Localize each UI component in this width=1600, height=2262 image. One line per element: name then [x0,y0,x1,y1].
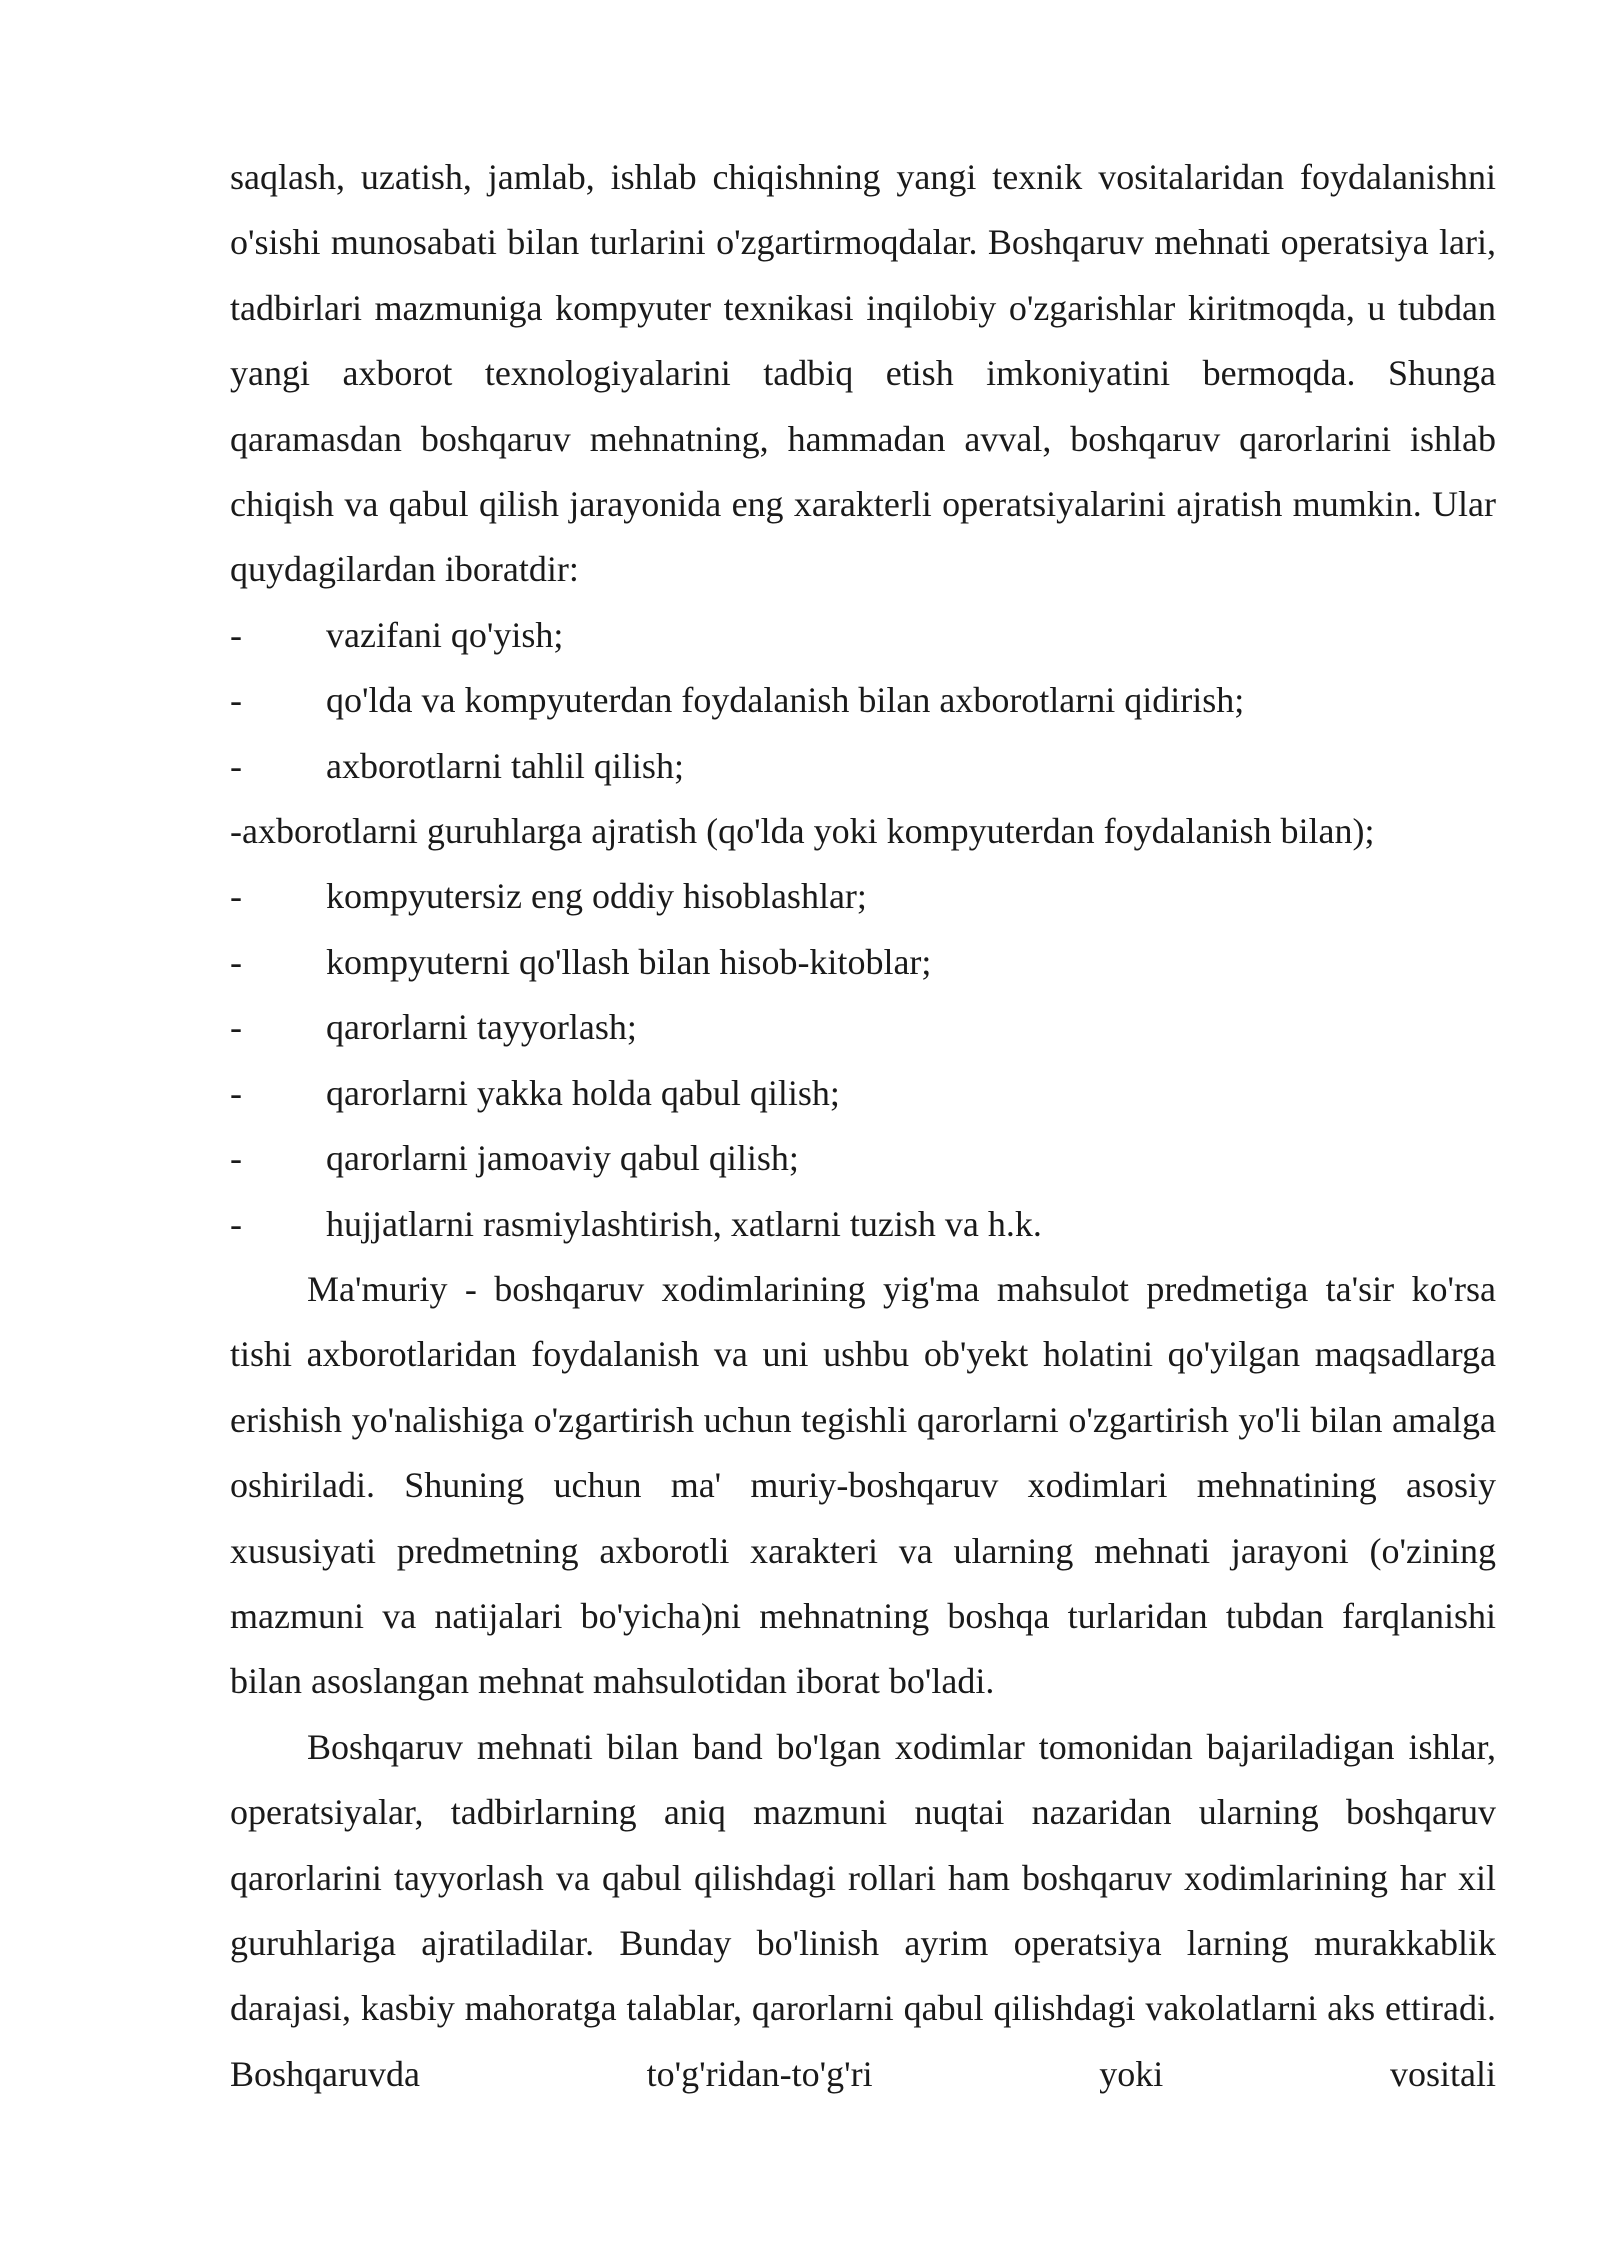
list-dash: - [230,1072,242,1113]
list-item [230,1126,1496,1191]
paragraph-1: saqlash, uzatish, jamlab, ishlab chiqishning yangi texnik vositalaridan foydalanishni o'sishi munosabati bilan turlarini o'zgartirmoqdalar. Boshqaruv mehnati operatsiya lari, tadbirlari mazmuniga kompyuter texnikasi inqilobiy o'zgarishlar kiritmoqda, u tubdan yangi axborot texnologiyalarini tadbiq etish imkoniyatini bermoqda. Shunga qaramasdan boshqaruv mehnatning, hammadan avval, boshqaruv qarorlarini ishlab chiqish va qabul qilish jarayonida eng xarakterli operatsiyalarini ajratish mumkin. Ular quydagilardan iboratdir: [230,157,1496,590]
list-dash: - [230,614,242,655]
list-dash: - [230,1007,242,1048]
list-item [230,995,1496,1060]
list-item-text: qo'lda va kompyuterdan foydalanish bilan axborotlarni qidirish; [326,680,1245,721]
list-dash: - [230,745,242,786]
paragraph-2: Ma'muriy - boshqaruv xodimlarining yig'ma mahsulot predmetiga ta'sir ko'rsa tishi axborotlaridan foydalanish va uni ushbu ob'yekt holatini qo'yilgan maqsadlarga erishish yo'nalishiga o'zgartirish uchun tegishli qarorlarni o'zgartirish yo'li bilan amalga oshiriladi. Shuning uchun ma' muriy-boshqaruv xodimlari mehnatining asosiy xususiyati predmetning axborotli xarakteri va ularning mehnati jarayoni (o'zining mazmuni va natijalari bo'yicha)ni mehnatning boshqa turlaridan tubdan farqlanishi bilan asoslangan mehnat mahsulotidan iborat bo'ladi. [230,1268,1496,1702]
list-dash: - [230,680,242,721]
list-dash: - [230,876,242,917]
list-item [230,1061,1496,1126]
operations-list-part-1 [230,603,1496,799]
list-item [230,930,1496,995]
list-item [230,864,1496,929]
list-item-text: axborotlarni tahlil qilish; [326,745,684,786]
paragraph-3: Boshqaruv mehnati bilan band bo'lgan xodimlar tomonidan bajariladigan ishlar, operatsiyalar, tadbirlarning aniq mazmuni nuqtai nazaridan ularning boshqaruv qarorlarini tayyorlash va qabul qilishdagi rollari ham boshqaruv xodimlarining har xil guruhlariga ajratiladilar. Bunday bo'linish ayrim operatsiya larning murakkablik darajasi, kasbiy mahoratga talablar, qarorlarni qabul qilishdagi vakolatlarni aks ettiradi. Boshqaruvda to'g'ridan-to'g'ri yoki vositali [230,1726,1496,2094]
list-dash: - [230,1138,242,1179]
operations-list-part-2 [230,864,1496,1256]
document-page [230,145,1496,2107]
list-item-text: qarorlarni tayyorlash; [326,1007,637,1048]
list-item-text: qarorlarni yakka holda qabul qilish; [326,1072,840,1113]
list-item-text: kompyutersiz eng oddiy hisoblashlar; [326,876,867,917]
list-item [230,603,1496,668]
list-dash: - [230,941,242,982]
list-item-text: vazifani qo'yish; [326,614,564,655]
list-item [230,668,1496,733]
list-item-text: hujjatlarni rasmiylashtirish, xatlarni tuzish va h.k. [326,1203,1042,1244]
list-item [230,734,1496,799]
list-item-text: kompyuterni qo'llash bilan hisob-kitoblar; [326,941,932,982]
list-dash: - [230,1203,242,1244]
list-item-inline: -axborotlarni guruhlarga ajratish (qo'lda yoki kompyuterdan foydalanish bilan); [230,811,1375,852]
list-item [230,1192,1496,1257]
list-item-text: qarorlarni jamoaviy qabul qilish; [326,1138,799,1179]
